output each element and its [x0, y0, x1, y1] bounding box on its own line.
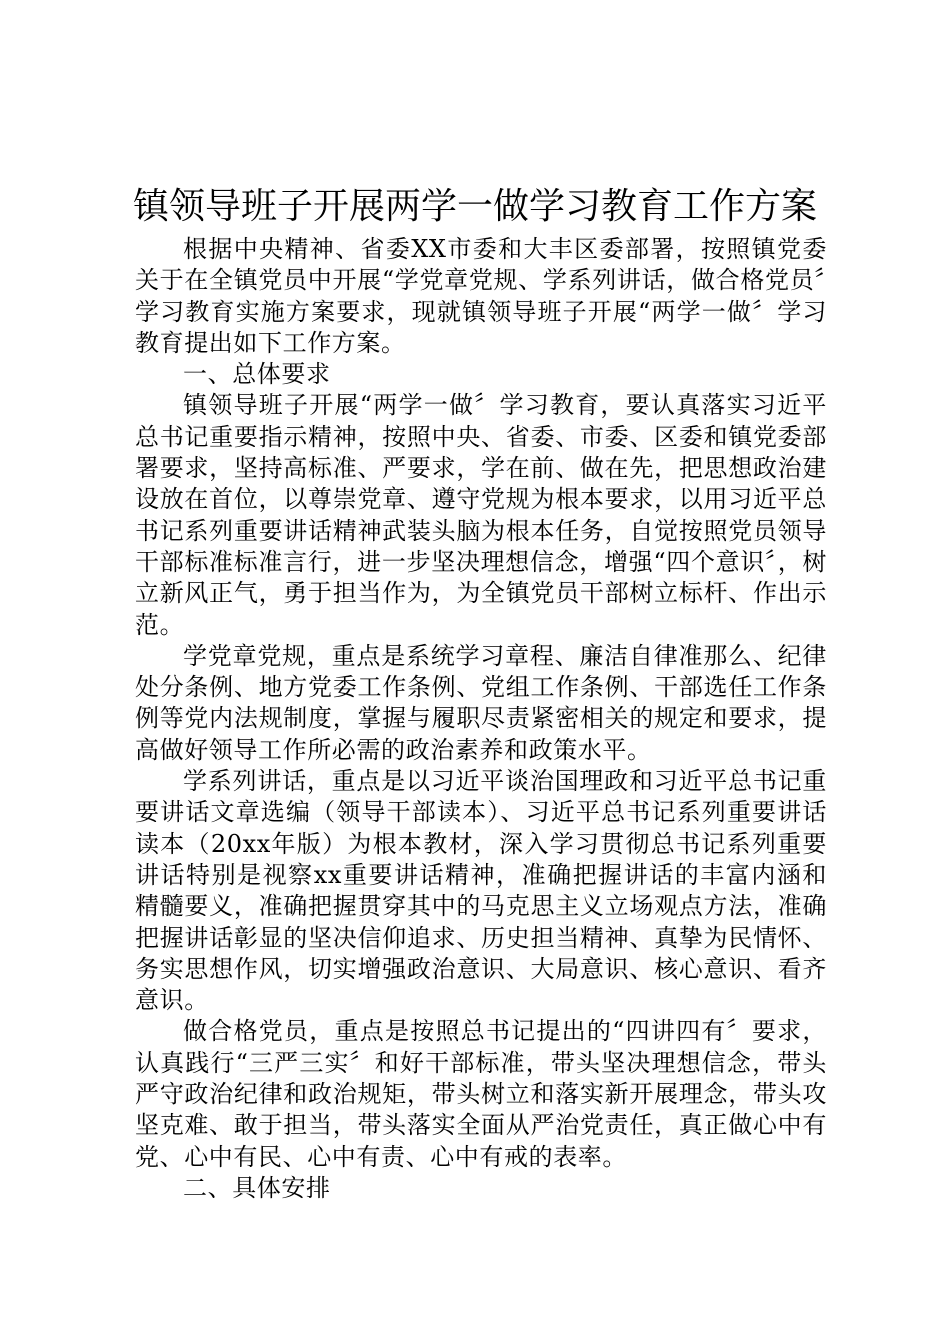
document-body: [135, 234, 827, 1204]
intro-paragraph: 根据中央精神、省委XX市委和大丰区委部署，按照镇党委关于在全镇党员中开展“学党章党规、学系列讲话，做合格党员〞学习教育实施方案要求，现就镇领导班子开展“两学一做〞学习教育提出如下工作方案。: [135, 235, 827, 357]
section-heading-general-requirements: 一、总体要求: [183, 360, 331, 389]
paragraph-study-party-rules: 学党章党规，重点是系统学习章程、廉洁自律准那么、纪律处分条例、地方党委工作条例、党组工作条例、干部选任工作条例等党内法规制度，掌握与履职尽责紧密相关的规定和要求，提高做好领导工作所必需的政治素养和政策水平。: [135, 641, 827, 764]
paragraph-general-requirements: 镇领导班子开展“两学一做〞学习教育，要认真落实习近平总书记重要指示精神，按照中央、省委、市委、区委和镇党委部署要求，坚持高标准、严要求，学在前、做在先，把思想政治建设放在首位，以尊崇党章、遵守党规为根本要求，以用习近平总书记系列重要讲话精神武装头脑为根本任务，自觉按照党员领导干部标准标准言行，进一步坚决理想信念，增强“四个意识〞，树立新风正气，勇于担当作为，为全镇党员干部树立标杆、作出示范。: [135, 391, 827, 639]
paragraph-qualified-member: 做合格党员，重点是按照总书记提出的“四讲四有〞要求，认真践行“三严三实〞和好干部标准，带头坚决理想信念，带头严守政治纪律和政治规矩，带头树立和落实新开展理念，带头攻坚克难、敢于担当，带头落实全面从严治党责任，真正做心中有党、心中有民、心中有责、心中有戒的表率。: [135, 1017, 827, 1171]
section-heading-specific-arrangements: 二、具体安排: [183, 1173, 331, 1202]
paragraph-study-speeches: 学系列讲话，重点是以习近平谈治国理政和习近平总书记重要讲话文章选编（领导干部读本）、习近平总书记系列重要讲话读本（20xx年版）为根本教材，深入学习贯彻总书记系列重要讲话特别是视察xx重要讲话精神，准确把握讲话的丰富内涵和精髓要义，准确把握贯穿其中的马克思主义立场观点方法，准确把握讲话彰显的坚决信仰追求、历史担当精神、真挚为民情怀、务实思想作风，切实增强政治意识、大局意识、核心意识、看齐意识。: [135, 767, 827, 1015]
document-title: 镇领导班子开展两学一做学习教育工作方案: [132, 186, 817, 227]
